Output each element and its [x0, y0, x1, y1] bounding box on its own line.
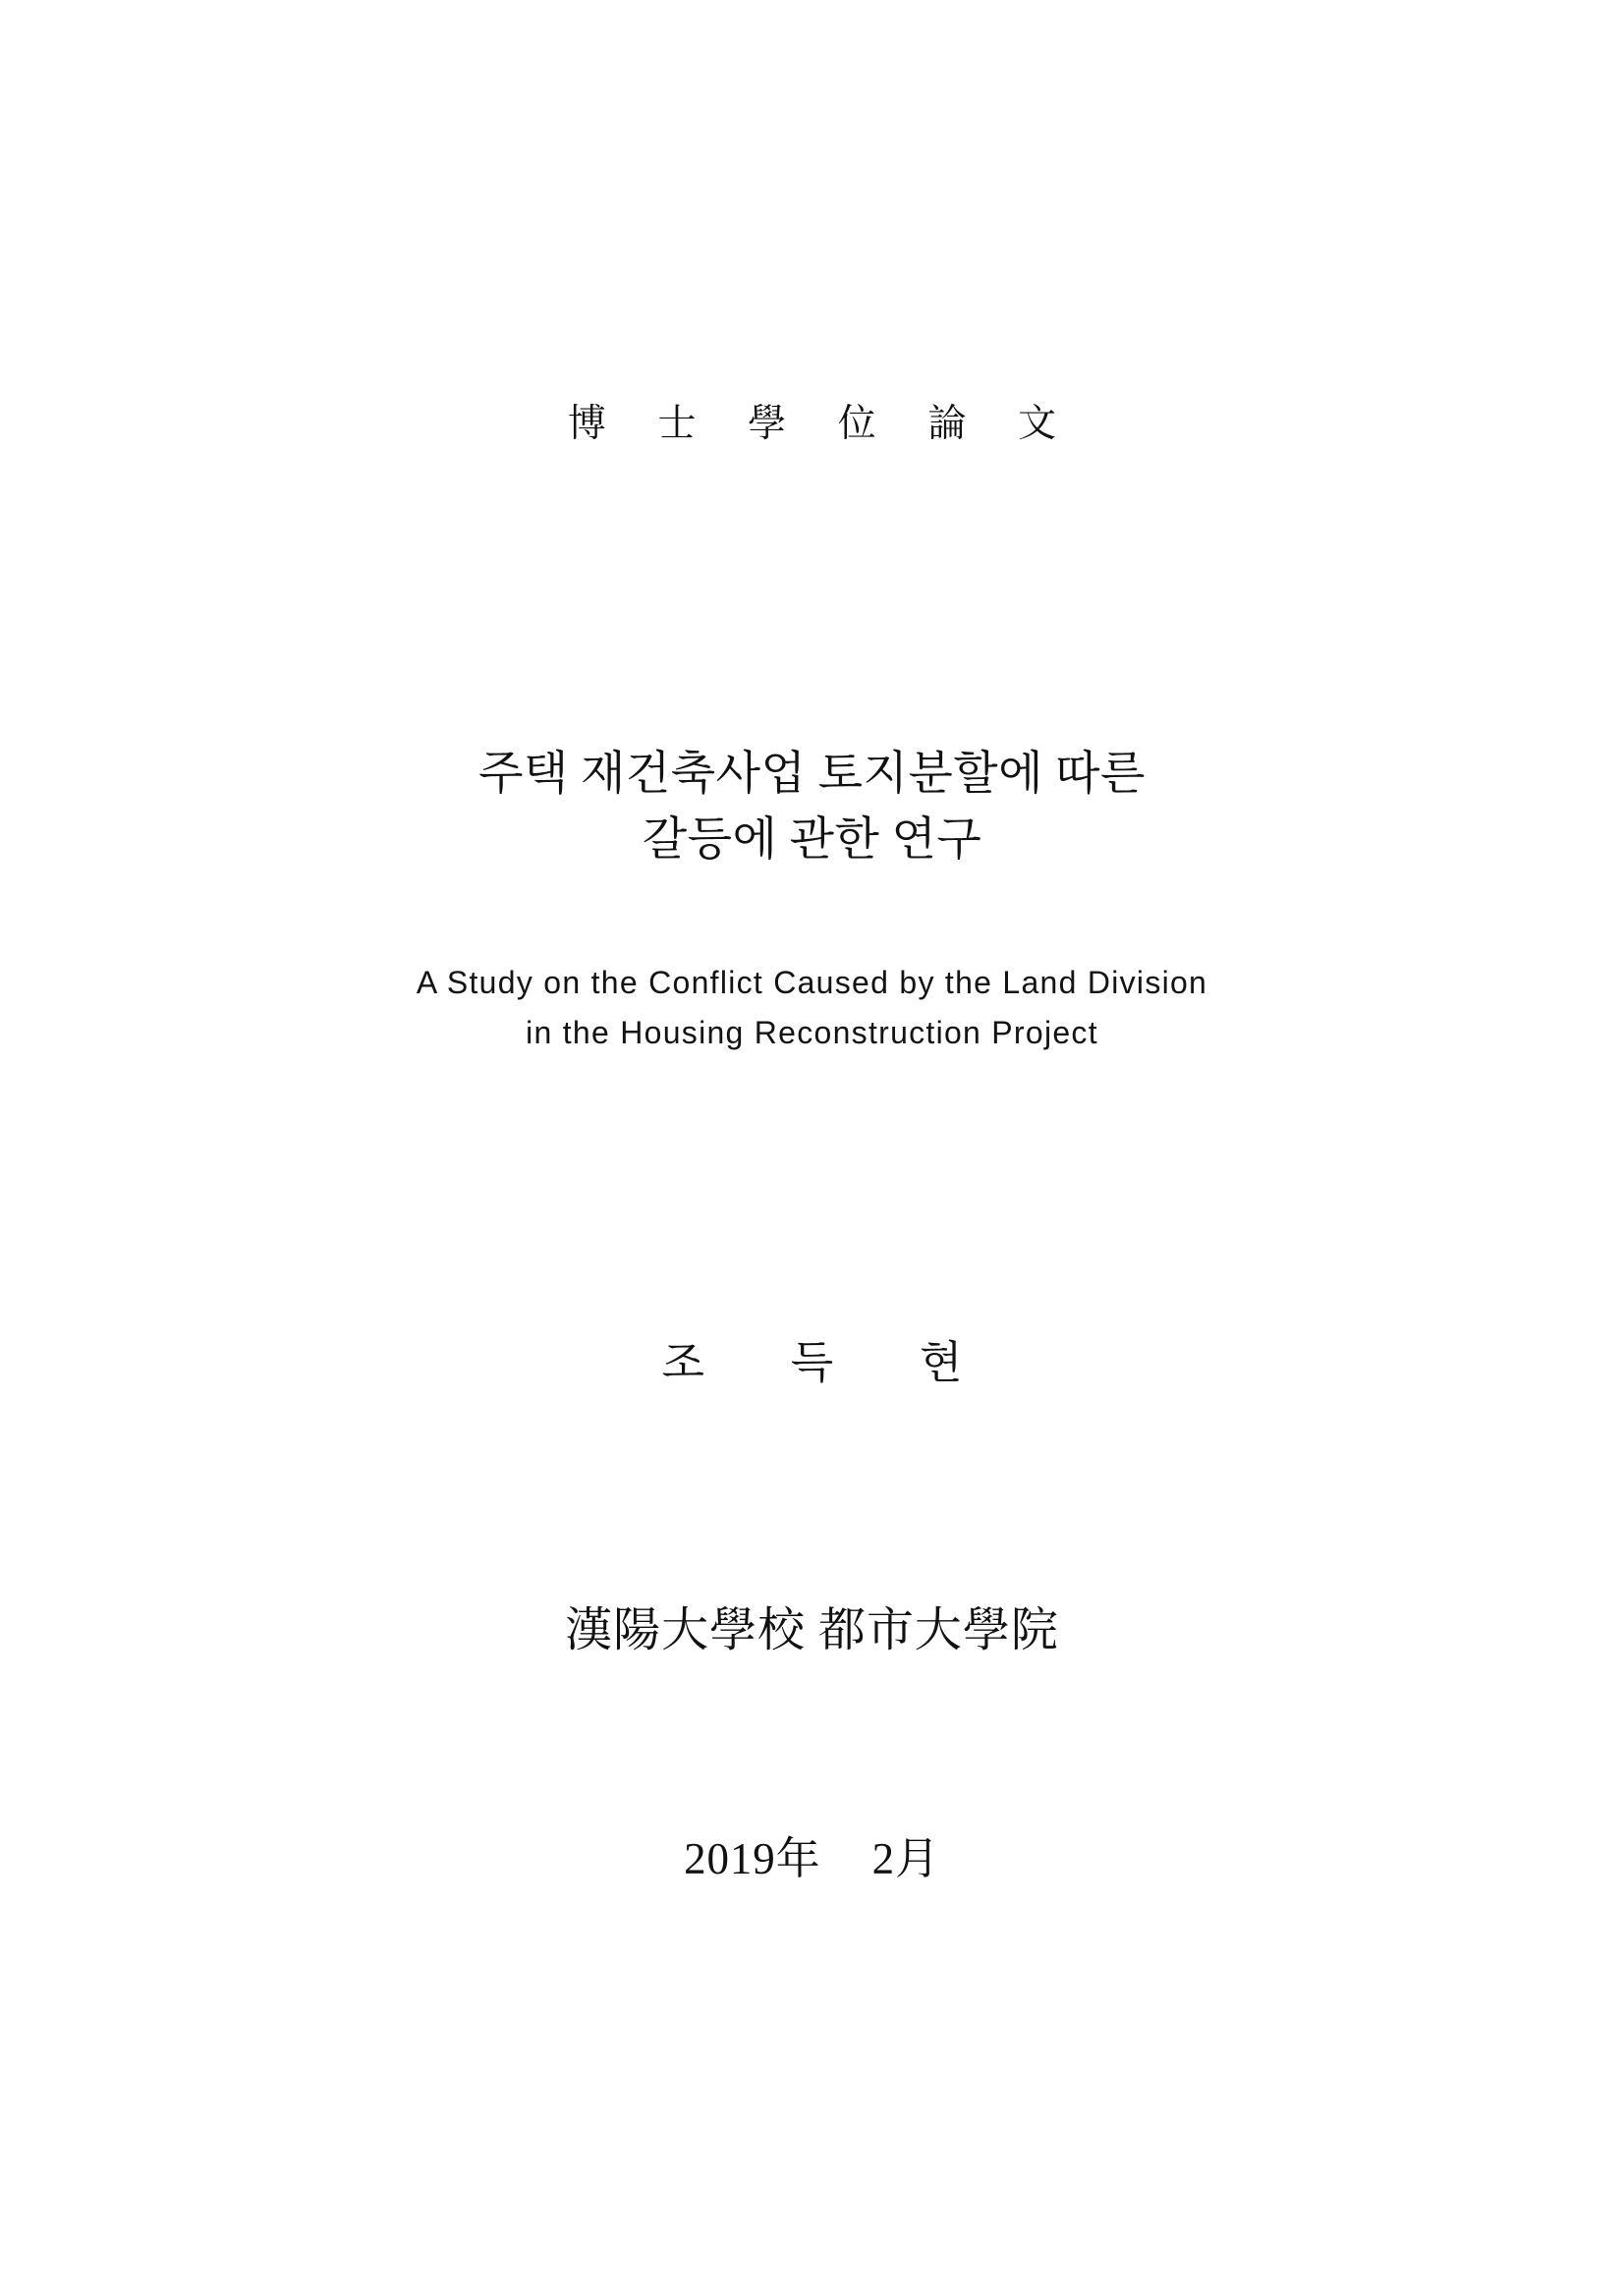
publication-month: 2月	[871, 1834, 940, 1883]
publication-date	[0, 1822, 1624, 1886]
english-title-line-1: A Study on the Conflict Caused by the Land Division	[416, 965, 1208, 1000]
korean-title-line-2: 갈등에 관한 연구	[642, 813, 982, 866]
korean-title	[0, 742, 1624, 872]
institution-name: 漢陽大學校 都市大學院	[565, 1604, 1059, 1656]
korean-title-line-1: 주택 재건축사업 토지분할에 따른	[478, 749, 1146, 800]
english-title-line-2: in the Housing Reconstruction Project	[526, 1014, 1098, 1050]
author-name: 조 득 현	[661, 1338, 1000, 1387]
publication-year: 2019年	[684, 1834, 821, 1883]
degree-label: 博 士 學 位 論 文	[567, 403, 1078, 445]
english-title	[0, 958, 1624, 1057]
